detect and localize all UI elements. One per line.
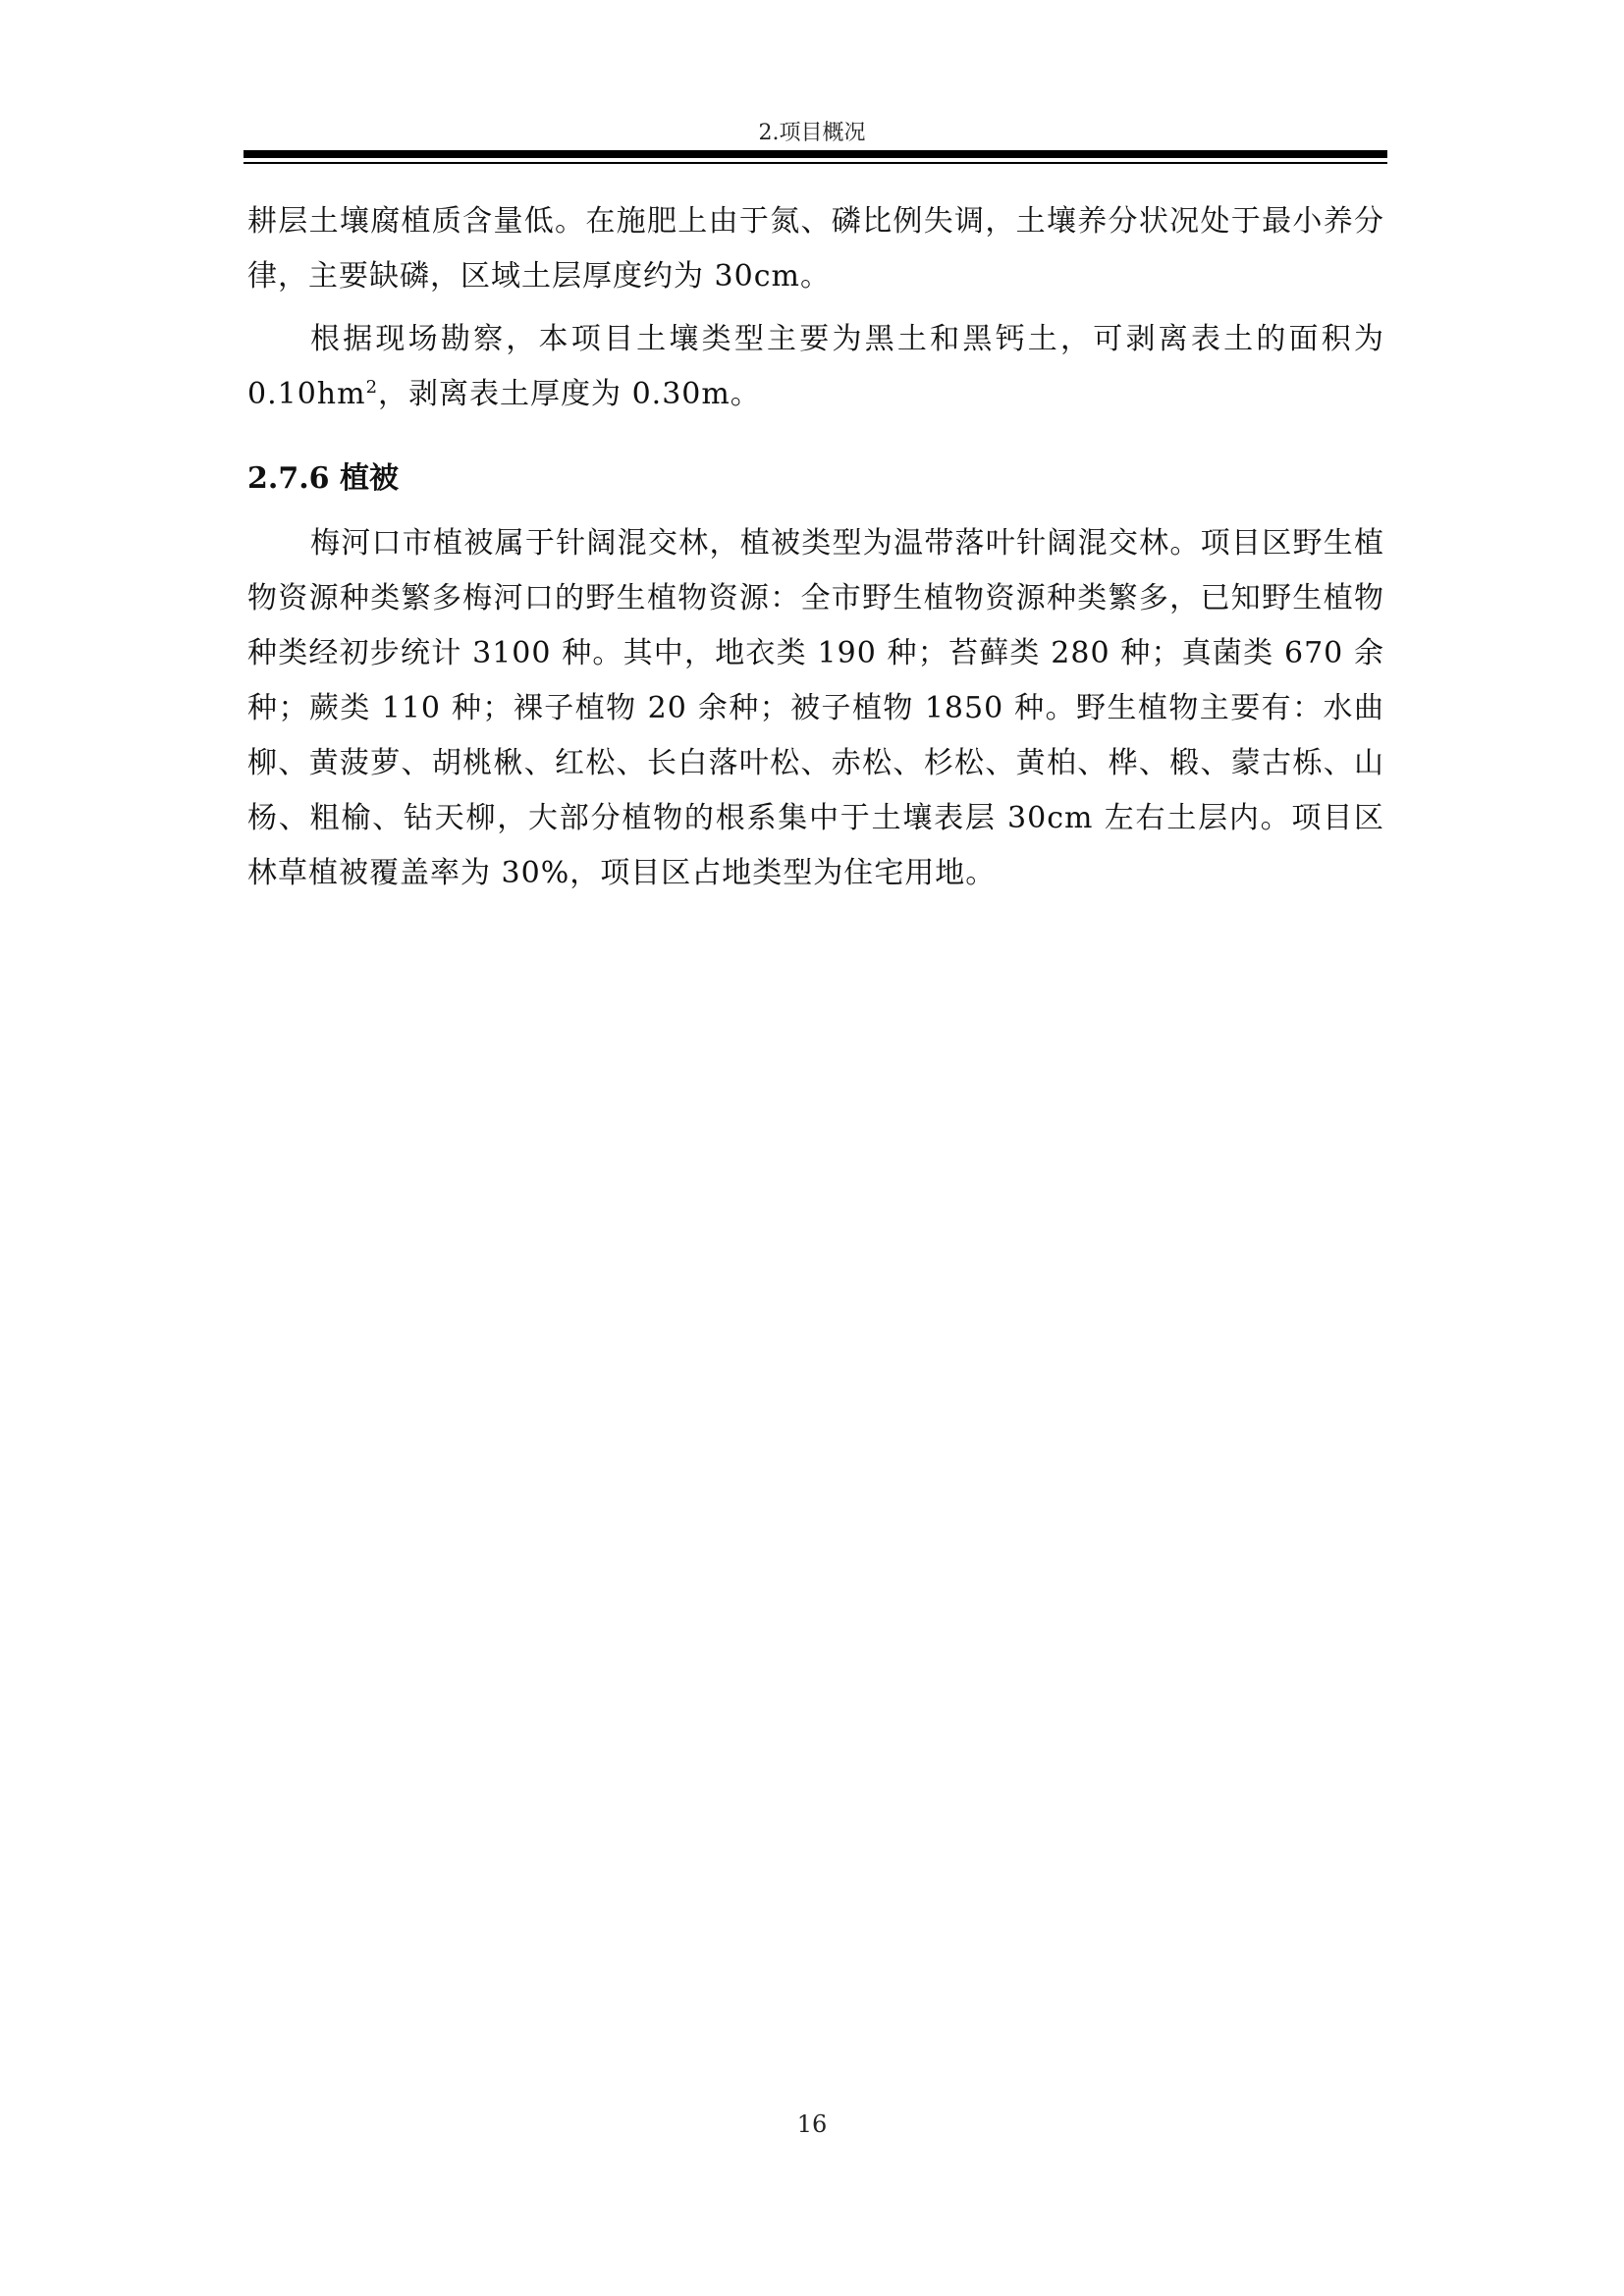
paragraph-soil-fertility: 耕层土壤腐植质含量低。在施肥上由于氮、磷比例失调，土壤养分状况处于最小养分律，主要缺磷，区域土层厚度约为 30cm。	[247, 204, 1384, 294]
header-rule-thin	[244, 162, 1387, 164]
section-heading-vegetation: 2.7.6 植被	[247, 461, 399, 496]
paragraph-vegetation: 梅河口市植被属于针阔混交林，植被类型为温带落叶针阔混交林。项目区野生植物资源种类繁多梅河口的野生植物资源：全市野生植物资源种类繁多，已知野生植物种类经初步统计 3100 种。其中，地衣类 190 种；苔藓类 280 种；真菌类 670 余种；蕨类 110 种；裸子植物 20 余种；被子植物 1850 种。野生植物主要有：水曲柳、黄菠萝、胡桃楸、红松、长白落叶松、赤松、杉松、黄柏、桦、椴、蒙古栎、山杨、粗榆、钻天柳，大部分植物的根系集中于土壤表层 30cm 左右土层内。项目区林草植被覆盖率为 30%，项目区占地类型为住宅用地。	[247, 526, 1384, 890]
header-rule-thick	[244, 150, 1387, 158]
running-header: 2.项目概况	[758, 121, 866, 145]
page-number: 16	[796, 2110, 828, 2138]
paragraph-soil-stripping-text-a: 根据现场勘察，本项目土壤类型主要为黑土和黑钙土，可剥离表土的面积为 0.10hm	[247, 322, 1384, 411]
paragraph-soil-stripping	[247, 312, 1384, 422]
paragraph-soil-stripping-text-b: ，剥离表土厚度为 0.30m。	[378, 377, 761, 411]
superscript-2: 2	[365, 377, 379, 398]
